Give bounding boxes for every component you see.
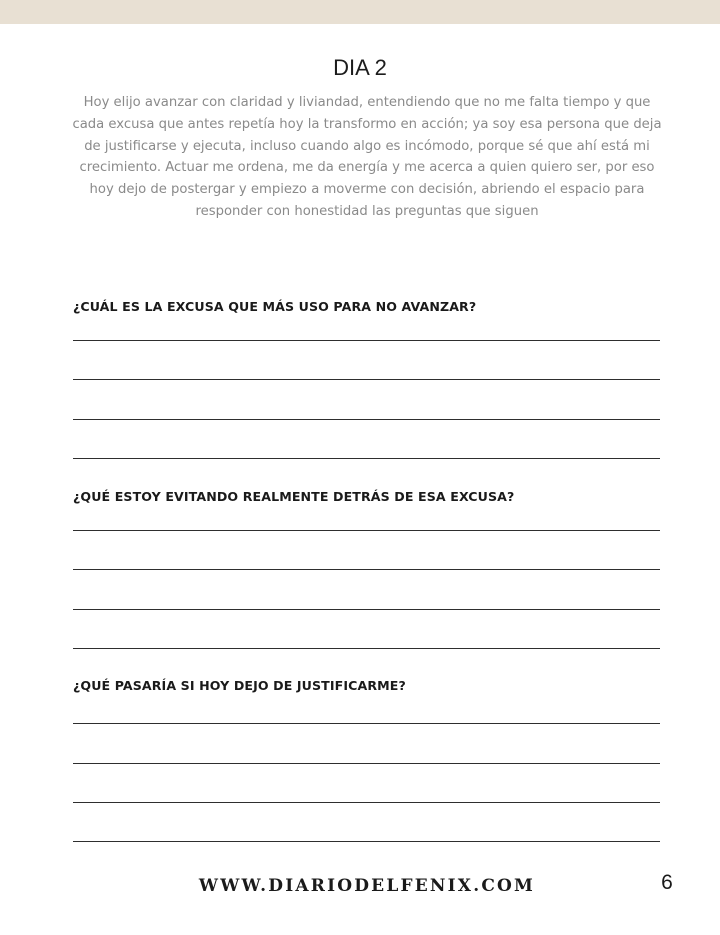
answer-line[interactable] <box>73 648 660 649</box>
answer-line[interactable] <box>73 841 660 842</box>
question-2: ¿QUÉ ESTOY EVITANDO REALMENTE DETRÁS DE ESA EXCUSA? <box>73 489 515 504</box>
question-3: ¿QUÉ PASARÍA SI HOY DEJO DE JUSTIFICARME? <box>73 678 406 693</box>
page-title: DIA 2 <box>333 55 387 80</box>
answer-line[interactable] <box>73 609 660 610</box>
answer-line[interactable] <box>73 530 660 531</box>
top-decorative-band <box>0 0 720 24</box>
answer-line[interactable] <box>73 763 660 764</box>
intro-paragraph: Hoy elijo avanzar con claridad y liviandad, entendiendo que no me falta tiempo y que cada excusa que antes repetía hoy la transformo en acción; ya soy esa persona que deja de justificarse y ejecuta, incluso cuando algo es incómodo, porque sé que ahí está mi crecimiento. Actuar me ordena, me da energía y me acerca a quien quiero ser, por eso hoy dejo de postergar y empiezo a moverme con decisión, abriendo el espacio para responder con honestidad las preguntas que siguen <box>72 95 662 219</box>
answer-line[interactable] <box>73 379 660 380</box>
page-number: 6 <box>661 871 673 894</box>
footer-website-url: WWW.DIARIODELFENIX.COM <box>198 876 536 896</box>
answer-line[interactable] <box>73 802 660 803</box>
question-1: ¿CUÁL ES LA EXCUSA QUE MÁS USO PARA NO AVANZAR? <box>73 299 477 314</box>
answer-line[interactable] <box>73 340 660 341</box>
answer-line[interactable] <box>73 458 660 459</box>
answer-line[interactable] <box>73 419 660 420</box>
answer-line[interactable] <box>73 569 660 570</box>
answer-line[interactable] <box>73 723 660 724</box>
